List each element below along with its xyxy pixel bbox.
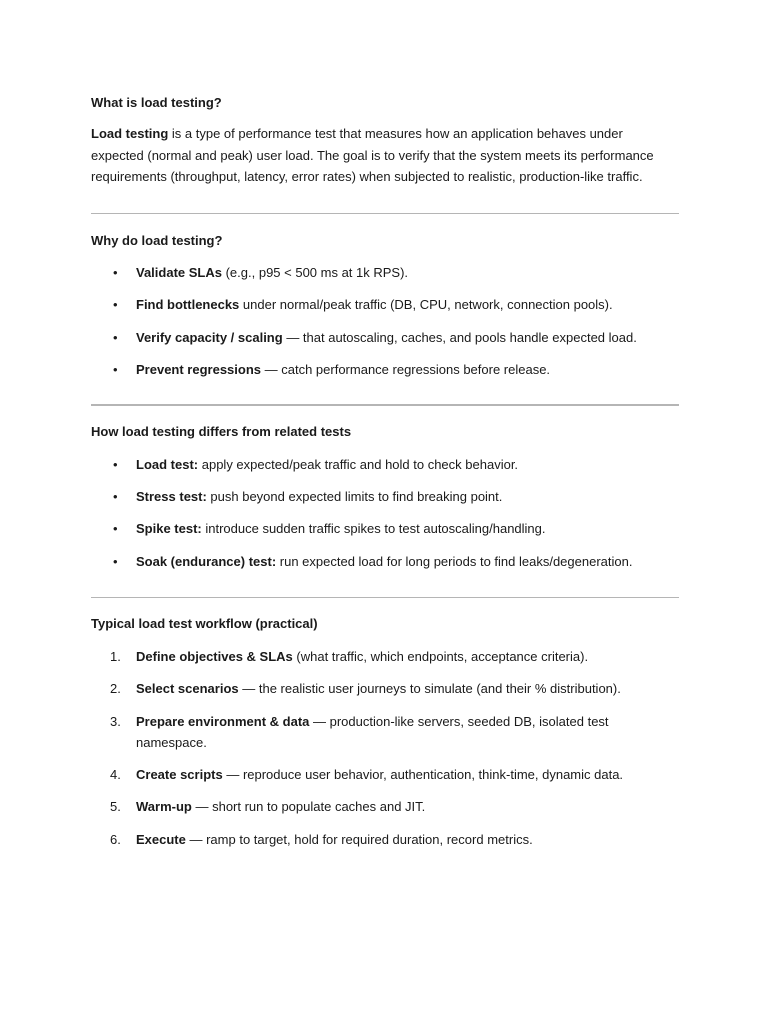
section-heading-differences: How load testing differs from related tests [91,423,352,439]
step-number: 3. [110,713,121,729]
step-text: (what traffic, which endpoints, acceptance criteria). [292,648,589,664]
section-divider [91,597,679,598]
item-text: — that autoscaling, caches, and pools handle expected load. [282,329,637,345]
definition-paragraph [91,123,679,188]
list-item [91,796,679,817]
step-text: — production-like servers, seeded DB, isolated test namespace. [136,713,609,750]
list-item [91,711,679,753]
item-text: apply expected/peak traffic and hold to check behavior. [198,456,519,472]
list-item [91,518,679,539]
bullet-icon: • [113,456,118,472]
section-divider [91,404,679,406]
bullet-icon: • [113,264,118,280]
differences-list [91,454,679,572]
bullet-icon: • [113,296,118,312]
section-heading-why: Why do load testing? [91,232,223,248]
step-number: 6. [110,831,121,847]
list-item [91,646,679,667]
item-text: (e.g., p95 < 500 ms at 1k RPS). [221,264,409,280]
step-number: 2. [110,680,121,696]
bullet-icon: • [113,329,118,345]
list-item [91,359,679,380]
item-text: run expected load for long periods to find leaks/degeneration. [276,553,633,569]
workflow-steps [91,646,679,850]
section-heading-what-is: What is load testing? [91,95,222,110]
step-bold: Select scenarios [136,680,239,696]
step-bold: Define objectives & SLAs [136,648,293,664]
section-heading-workflow: Typical load test workflow (practical) [91,615,318,631]
item-text: push beyond expected limits to find breaking point. [206,488,503,504]
item-bold: Prevent regressions [136,361,262,377]
step-bold: Create scripts [136,766,223,782]
list-item [91,262,679,283]
step-text: — the realistic user journeys to simulate (and their % distribution). [238,680,621,696]
bullet-icon: • [113,553,118,569]
definition-body: is a type of performance test that measures how an application behaves under expected (normal and peak) user load. The goal is to verify that the system meets its performance requirements (throughput, latency, error rates) when subjected to realistic, production-like traffic. [91,126,654,184]
why-list [91,262,679,380]
bullet-icon: • [113,520,118,536]
list-item [91,327,679,348]
item-text: under normal/peak traffic (DB, CPU, network, connection pools). [239,296,613,312]
item-text: introduce sudden traffic spikes to test autoscaling/handling. [201,520,546,536]
item-text: — catch performance regressions before release. [261,361,551,377]
list-item [91,829,679,850]
step-bold: Prepare environment & data [136,713,310,729]
list-item [91,678,679,699]
list-item [91,551,679,572]
item-bold: Verify capacity / scaling [136,329,283,345]
list-item [91,486,679,507]
bullet-icon: • [113,361,118,377]
item-bold: Load test: [136,456,199,472]
definition-lead-term: Load testing [91,126,169,141]
step-text: — ramp to target, hold for required duration, record metrics. [185,831,533,847]
section-divider [91,213,679,214]
item-bold: Soak (endurance) test: [136,553,277,569]
step-bold: Warm-up [136,798,192,814]
document-page [91,93,679,850]
step-bold: Execute [136,831,186,847]
item-bold: Validate SLAs [136,264,222,280]
item-bold: Spike test: [136,520,202,536]
step-number: 5. [110,798,121,814]
list-item [91,454,679,475]
step-number: 4. [110,766,121,782]
item-bold: Find bottlenecks [136,296,240,312]
step-text: — reproduce user behavior, authentication, think-time, dynamic data. [222,766,624,782]
step-number: 1. [110,648,121,664]
item-bold: Stress test: [136,488,207,504]
list-item [91,294,679,315]
list-item [91,764,679,785]
bullet-icon: • [113,488,118,504]
step-text: — short run to populate caches and JIT. [191,798,426,814]
